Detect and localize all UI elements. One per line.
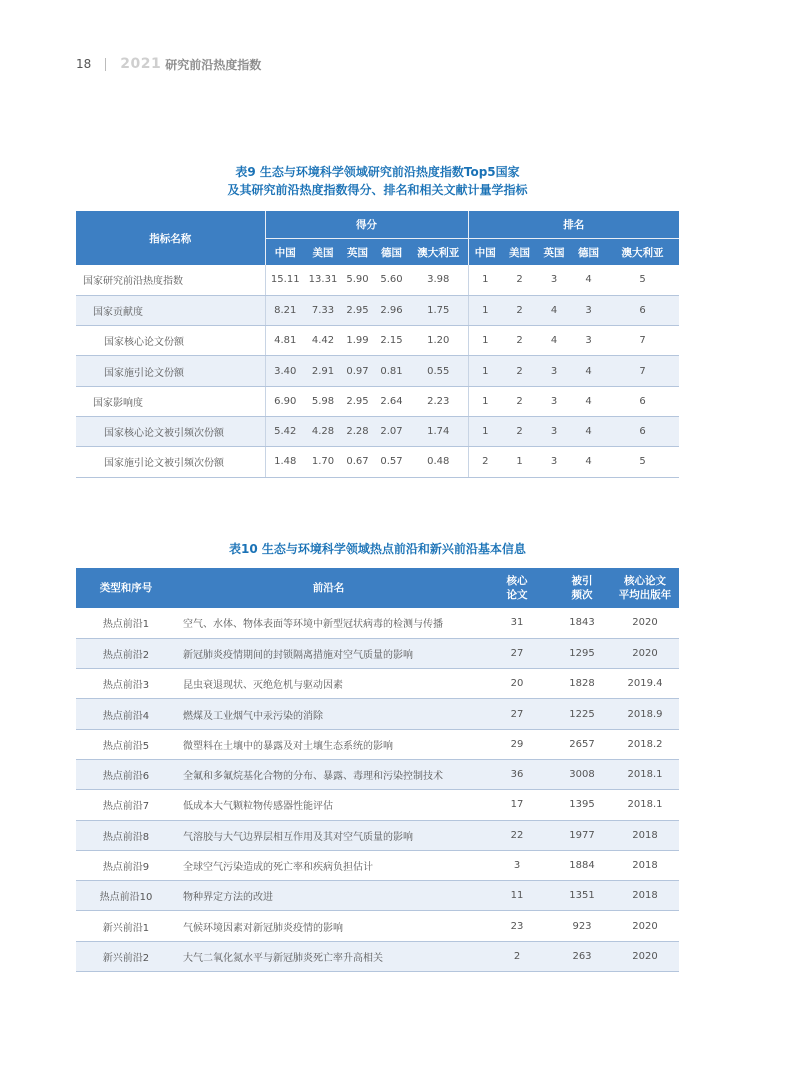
table10-topic-cell: 低成本大气颗粒物传感器性能评估 <box>176 790 481 820</box>
table9-group-score: 得分 <box>265 211 468 239</box>
table9-rank-cell: 2 <box>502 386 537 416</box>
table9-score-cell: 6.90 <box>265 386 305 416</box>
header-title: 研究前沿热度指数 <box>165 57 262 72</box>
table9-rank-cell: 2 <box>502 326 537 356</box>
table9-score-cell: 2.91 <box>305 356 341 386</box>
table9-score-cell: 2.95 <box>341 386 374 416</box>
table9-row <box>76 295 679 325</box>
table10-cited-cell: 1828 <box>553 669 611 699</box>
table10-col-cited <box>553 568 611 608</box>
table9-score-cell: 0.57 <box>374 447 409 477</box>
table9-score-cell: 4.81 <box>265 326 305 356</box>
table10-topic-cell: 昆虫衰退现状、灭绝危机与驱动因素 <box>176 669 481 699</box>
table10-col-core <box>481 568 553 608</box>
table9-score-cell: 2.96 <box>374 295 409 325</box>
table9-rank-cell: 6 <box>606 386 679 416</box>
table9-rank-country-header: 澳大利亚 <box>606 239 679 266</box>
table10-type-cell: 新兴前沿1 <box>76 911 176 941</box>
table10-cited-cell: 2657 <box>553 729 611 759</box>
table9-indicator-name: 国家影响度 <box>76 386 265 416</box>
table9-score-cell: 2.28 <box>341 416 374 446</box>
table10-year-cell: 2018.1 <box>611 790 679 820</box>
table10-topic-cell: 大气二氧化氮水平与新冠肺炎死亡率升高相关 <box>176 941 481 971</box>
table10 <box>76 568 679 972</box>
table9-score-cell: 2.23 <box>409 386 468 416</box>
table10-year-cell: 2020 <box>611 941 679 971</box>
table10-type-cell: 新兴前沿2 <box>76 941 176 971</box>
table10-header-row <box>76 568 679 608</box>
table9-rank-cell: 4 <box>537 326 571 356</box>
table9-score-cell: 1.48 <box>265 447 305 477</box>
table9-score-country-header: 美国 <box>305 239 341 266</box>
table10-topic-cell: 全氟和多氟烷基化合物的分布、暴露、毒理和污染控制技术 <box>176 759 481 789</box>
table9-rank-cell: 4 <box>571 265 606 295</box>
header-year: 2021 <box>120 56 162 72</box>
table9-indicator-name: 国家研究前沿热度指数 <box>76 265 265 295</box>
table9-score-cell: 3.98 <box>409 265 468 295</box>
table9-header-row-1 <box>76 211 679 239</box>
table10-caption: 表10 生态与环境科学领域热点前沿和新兴前沿基本信息 <box>229 542 526 556</box>
table9-rank-cell: 1 <box>468 295 502 325</box>
table9-score-cell: 4.28 <box>305 416 341 446</box>
table10-core-cell: 20 <box>481 669 553 699</box>
table9-score-country-header: 英国 <box>341 239 374 266</box>
table9-score-cell: 5.98 <box>305 386 341 416</box>
table9-score-cell: 5.60 <box>374 265 409 295</box>
table10-cited-cell: 1351 <box>553 881 611 911</box>
table10-row <box>76 699 679 729</box>
table10-topic-cell: 空气、水体、物体表面等环境中新型冠状病毒的检测与传播 <box>176 608 481 638</box>
table10-topic-cell: 全球空气污染造成的死亡率和疾病负担估计 <box>176 850 481 880</box>
table10-topic-cell: 燃煤及工业烟气中汞污染的消除 <box>176 699 481 729</box>
table10-year-cell: 2018 <box>611 820 679 850</box>
table10-core-cell: 3 <box>481 850 553 880</box>
table9-rank-cell: 3 <box>571 326 606 356</box>
table9-rank-cell: 1 <box>468 265 502 295</box>
table10-col-cited-line2: 频次 <box>571 589 593 601</box>
table10-row <box>76 881 679 911</box>
table9-rank-cell: 4 <box>571 386 606 416</box>
table9-score-cell: 2.15 <box>374 326 409 356</box>
table10-row <box>76 608 679 638</box>
table10-row <box>76 820 679 850</box>
table9-score-cell: 1.70 <box>305 447 341 477</box>
table9-rank-cell: 7 <box>606 356 679 386</box>
table9-rank-cell: 1 <box>468 356 502 386</box>
table9-rank-cell: 2 <box>468 447 502 477</box>
table10-type-cell: 热点前沿6 <box>76 759 176 789</box>
table9-indicator-name: 国家施引论文被引频次份额 <box>76 447 265 477</box>
table9-rank-cell: 1 <box>468 326 502 356</box>
table9-indicator-name: 国家施引论文份额 <box>76 356 265 386</box>
table9-score-cell: 1.20 <box>409 326 468 356</box>
header-divider <box>105 58 106 71</box>
table9-caption <box>76 163 679 199</box>
table9-rank-cell: 2 <box>502 265 537 295</box>
table10-row <box>76 759 679 789</box>
table10-cited-cell: 1884 <box>553 850 611 880</box>
table9-row <box>76 265 679 295</box>
table10-row <box>76 911 679 941</box>
table9-score-country-header: 中国 <box>265 239 305 266</box>
table10-cited-cell: 1295 <box>553 638 611 668</box>
table9-score-cell: 4.42 <box>305 326 341 356</box>
table9-score-cell: 1.74 <box>409 416 468 446</box>
table10-topic-cell: 新冠肺炎疫情期间的封锁隔离措施对空气质量的影响 <box>176 638 481 668</box>
table9-rank-cell: 1 <box>468 386 502 416</box>
table9-rank-cell: 4 <box>571 447 606 477</box>
table10-col-core-line1: 核心 <box>506 575 528 587</box>
table10-core-cell: 29 <box>481 729 553 759</box>
table9-row <box>76 326 679 356</box>
table10-year-cell: 2018 <box>611 850 679 880</box>
table9-rank-cell: 6 <box>606 295 679 325</box>
table10-col-core-line2: 论文 <box>506 589 528 601</box>
table9-rank-cell: 3 <box>537 416 571 446</box>
table10-core-cell: 11 <box>481 881 553 911</box>
table10-year-cell: 2019.4 <box>611 669 679 699</box>
table10-type-cell: 热点前沿7 <box>76 790 176 820</box>
table9 <box>76 211 679 478</box>
table10-topic-cell: 气候环境因素对新冠肺炎疫情的影响 <box>176 911 481 941</box>
table10-type-cell: 热点前沿10 <box>76 881 176 911</box>
table9-rank-cell: 3 <box>537 447 571 477</box>
table10-type-cell: 热点前沿8 <box>76 820 176 850</box>
table9-rank-cell: 2 <box>502 295 537 325</box>
table9-rank-cell: 4 <box>537 295 571 325</box>
table9-rank-cell: 3 <box>537 265 571 295</box>
table10-type-cell: 热点前沿1 <box>76 608 176 638</box>
table10-col-year-line2: 平均出版年 <box>618 589 672 601</box>
table10-cited-cell: 1225 <box>553 699 611 729</box>
table10-type-cell: 热点前沿4 <box>76 699 176 729</box>
table9-rank-cell: 2 <box>502 416 537 446</box>
table9-score-cell: 0.81 <box>374 356 409 386</box>
table9-score-cell: 2.95 <box>341 295 374 325</box>
table9-rank-cell: 3 <box>537 386 571 416</box>
table10-core-cell: 23 <box>481 911 553 941</box>
table9-row <box>76 386 679 416</box>
page-header <box>76 55 261 73</box>
table9-col-indicator: 指标名称 <box>76 211 265 265</box>
table10-type-cell: 热点前沿5 <box>76 729 176 759</box>
table9-caption-line1: 表9 生态与环境科学领域研究前沿热度指数Top5国家 <box>235 165 520 179</box>
table10-core-cell: 2 <box>481 941 553 971</box>
table10-core-cell: 22 <box>481 820 553 850</box>
table9-rank-country-header: 英国 <box>537 239 571 266</box>
table9-score-cell: 1.75 <box>409 295 468 325</box>
table10-topic-cell: 气溶胶与大气边界层相互作用及其对空气质量的影响 <box>176 820 481 850</box>
table10-cited-cell: 1395 <box>553 790 611 820</box>
table10-type-cell: 热点前沿9 <box>76 850 176 880</box>
table9-score-cell: 2.64 <box>374 386 409 416</box>
table9-rank-cell: 6 <box>606 416 679 446</box>
table9-score-country-header: 德国 <box>374 239 409 266</box>
table9-rank-country-header: 美国 <box>502 239 537 266</box>
table10-col-topic: 前沿名 <box>176 568 481 608</box>
table10-cited-cell: 1977 <box>553 820 611 850</box>
table9-indicator-name: 国家核心论文被引频次份额 <box>76 416 265 446</box>
table10-row <box>76 729 679 759</box>
table9-rank-country-header: 德国 <box>571 239 606 266</box>
table9-score-cell: 5.42 <box>265 416 305 446</box>
table9-score-cell: 3.40 <box>265 356 305 386</box>
table10-cited-cell: 263 <box>553 941 611 971</box>
table9-rank-cell: 1 <box>502 447 537 477</box>
table10-type-cell: 热点前沿3 <box>76 669 176 699</box>
table9-rank-cell: 2 <box>502 356 537 386</box>
table10-row <box>76 850 679 880</box>
table10-core-cell: 27 <box>481 699 553 729</box>
table10-row <box>76 941 679 971</box>
table10-core-cell: 17 <box>481 790 553 820</box>
table9-score-cell: 0.55 <box>409 356 468 386</box>
table10-year-cell: 2018 <box>611 881 679 911</box>
table10-year-cell: 2018.2 <box>611 729 679 759</box>
table10-row <box>76 790 679 820</box>
table10-core-cell: 36 <box>481 759 553 789</box>
table9-rank-cell: 5 <box>606 265 679 295</box>
table10-cited-cell: 1843 <box>553 608 611 638</box>
table10-year-cell: 2020 <box>611 638 679 668</box>
table9-score-cell: 2.07 <box>374 416 409 446</box>
table10-col-year <box>611 568 679 608</box>
table10-year-cell: 2020 <box>611 608 679 638</box>
table9-rank-cell: 3 <box>537 356 571 386</box>
table10-col-cited-line1: 被引 <box>571 575 593 587</box>
table9-score-cell: 7.33 <box>305 295 341 325</box>
table10-col-type: 类型和序号 <box>76 568 176 608</box>
table9-rank-cell: 7 <box>606 326 679 356</box>
table9-score-cell: 5.90 <box>341 265 374 295</box>
table9-group-rank: 排名 <box>468 211 679 239</box>
table10-year-cell: 2018.9 <box>611 699 679 729</box>
table10-cited-cell: 3008 <box>553 759 611 789</box>
table10-cited-cell: 923 <box>553 911 611 941</box>
table10-row <box>76 638 679 668</box>
table9-score-cell: 0.48 <box>409 447 468 477</box>
table9-score-cell: 8.21 <box>265 295 305 325</box>
table9-indicator-name: 国家贡献度 <box>76 295 265 325</box>
table9-score-cell: 15.11 <box>265 265 305 295</box>
table9-row <box>76 416 679 446</box>
table9-row <box>76 356 679 386</box>
table9-score-cell: 0.67 <box>341 447 374 477</box>
table10-core-cell: 31 <box>481 608 553 638</box>
table10-year-cell: 2020 <box>611 911 679 941</box>
table9-score-country-header: 澳大利亚 <box>409 239 468 266</box>
table10-topic-cell: 物种界定方法的改进 <box>176 881 481 911</box>
table9-rank-cell: 3 <box>571 295 606 325</box>
table9-caption-line2: 及其研究前沿热度指数得分、排名和相关文献计量学指标 <box>227 183 528 197</box>
table9-rank-country-header: 中国 <box>468 239 502 266</box>
table9-score-cell: 1.99 <box>341 326 374 356</box>
table9-rank-cell: 1 <box>468 416 502 446</box>
table9-row <box>76 447 679 477</box>
table9-score-cell: 13.31 <box>305 265 341 295</box>
table10-core-cell: 27 <box>481 638 553 668</box>
table9-rank-cell: 4 <box>571 356 606 386</box>
table9-indicator-name: 国家核心论文份额 <box>76 326 265 356</box>
table10-type-cell: 热点前沿2 <box>76 638 176 668</box>
table9-rank-cell: 4 <box>571 416 606 446</box>
table10-row <box>76 669 679 699</box>
table10-year-cell: 2018.1 <box>611 759 679 789</box>
table10-topic-cell: 微塑料在土壤中的暴露及对土壤生态系统的影响 <box>176 729 481 759</box>
page-number: 18 <box>76 57 92 71</box>
table9-rank-cell: 5 <box>606 447 679 477</box>
table10-col-year-line1: 核心论文 <box>624 575 666 587</box>
table9-score-cell: 0.97 <box>341 356 374 386</box>
